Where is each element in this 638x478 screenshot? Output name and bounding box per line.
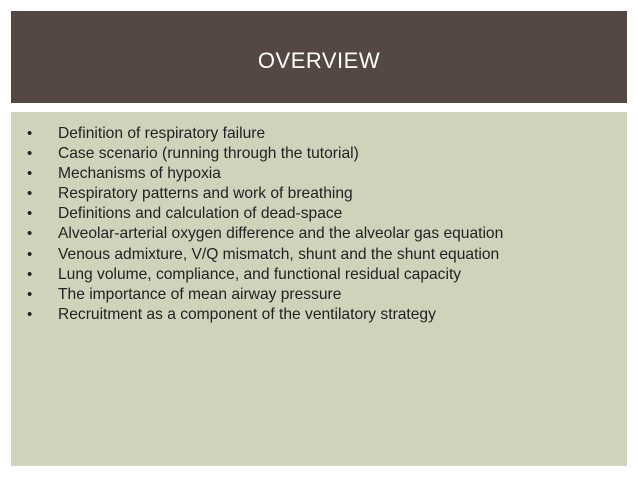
title-bar (11, 11, 627, 103)
bullet-icon: • (27, 125, 33, 142)
bullet-text: Definitions and calculation of dead-space (58, 205, 343, 223)
bullet-icon: • (27, 305, 33, 323)
bullet-item (27, 224, 627, 244)
bullet-text: Recruitment as a component of the ventilatory strategy (58, 305, 436, 323)
bullet-list (11, 112, 627, 325)
bullet-text: Alveolar-arterial oxygen difference and the alveolar gas equation (58, 225, 504, 243)
bullet-icon: • (27, 245, 33, 263)
bullet-text: Case scenario (running through the tutorial) (58, 145, 359, 163)
bullet-item (27, 144, 627, 164)
bullet-text: The importance of mean airway pressure (58, 285, 342, 303)
bullet-item (27, 305, 627, 325)
bullet-item (27, 245, 627, 265)
bullet-icon: • (27, 285, 33, 303)
bullet-text: Mechanisms of hypoxia (58, 165, 221, 183)
content-area (11, 112, 627, 466)
bullet-icon: • (27, 265, 33, 283)
bullet-icon: • (27, 205, 33, 223)
bullet-icon: • (27, 185, 33, 203)
bullet-item (27, 124, 627, 144)
bullet-item (27, 164, 627, 184)
bullet-icon: • (27, 225, 33, 243)
bullet-icon: • (27, 145, 33, 163)
bullet-item (27, 265, 627, 285)
bullet-icon: • (27, 165, 33, 183)
bullet-text: Respiratory patterns and work of breathing (58, 185, 353, 203)
bullet-text: Venous admixture, V/Q mismatch, shunt and the shunt equation (58, 245, 500, 263)
bullet-item (27, 184, 627, 204)
bullet-item (27, 204, 627, 224)
slide-title: OVERVIEW (257, 48, 381, 73)
bullet-item (27, 285, 627, 305)
bullet-text: Definition of respiratory failure (58, 125, 266, 142)
bullet-text: Lung volume, compliance, and functional residual capacity (58, 265, 462, 283)
